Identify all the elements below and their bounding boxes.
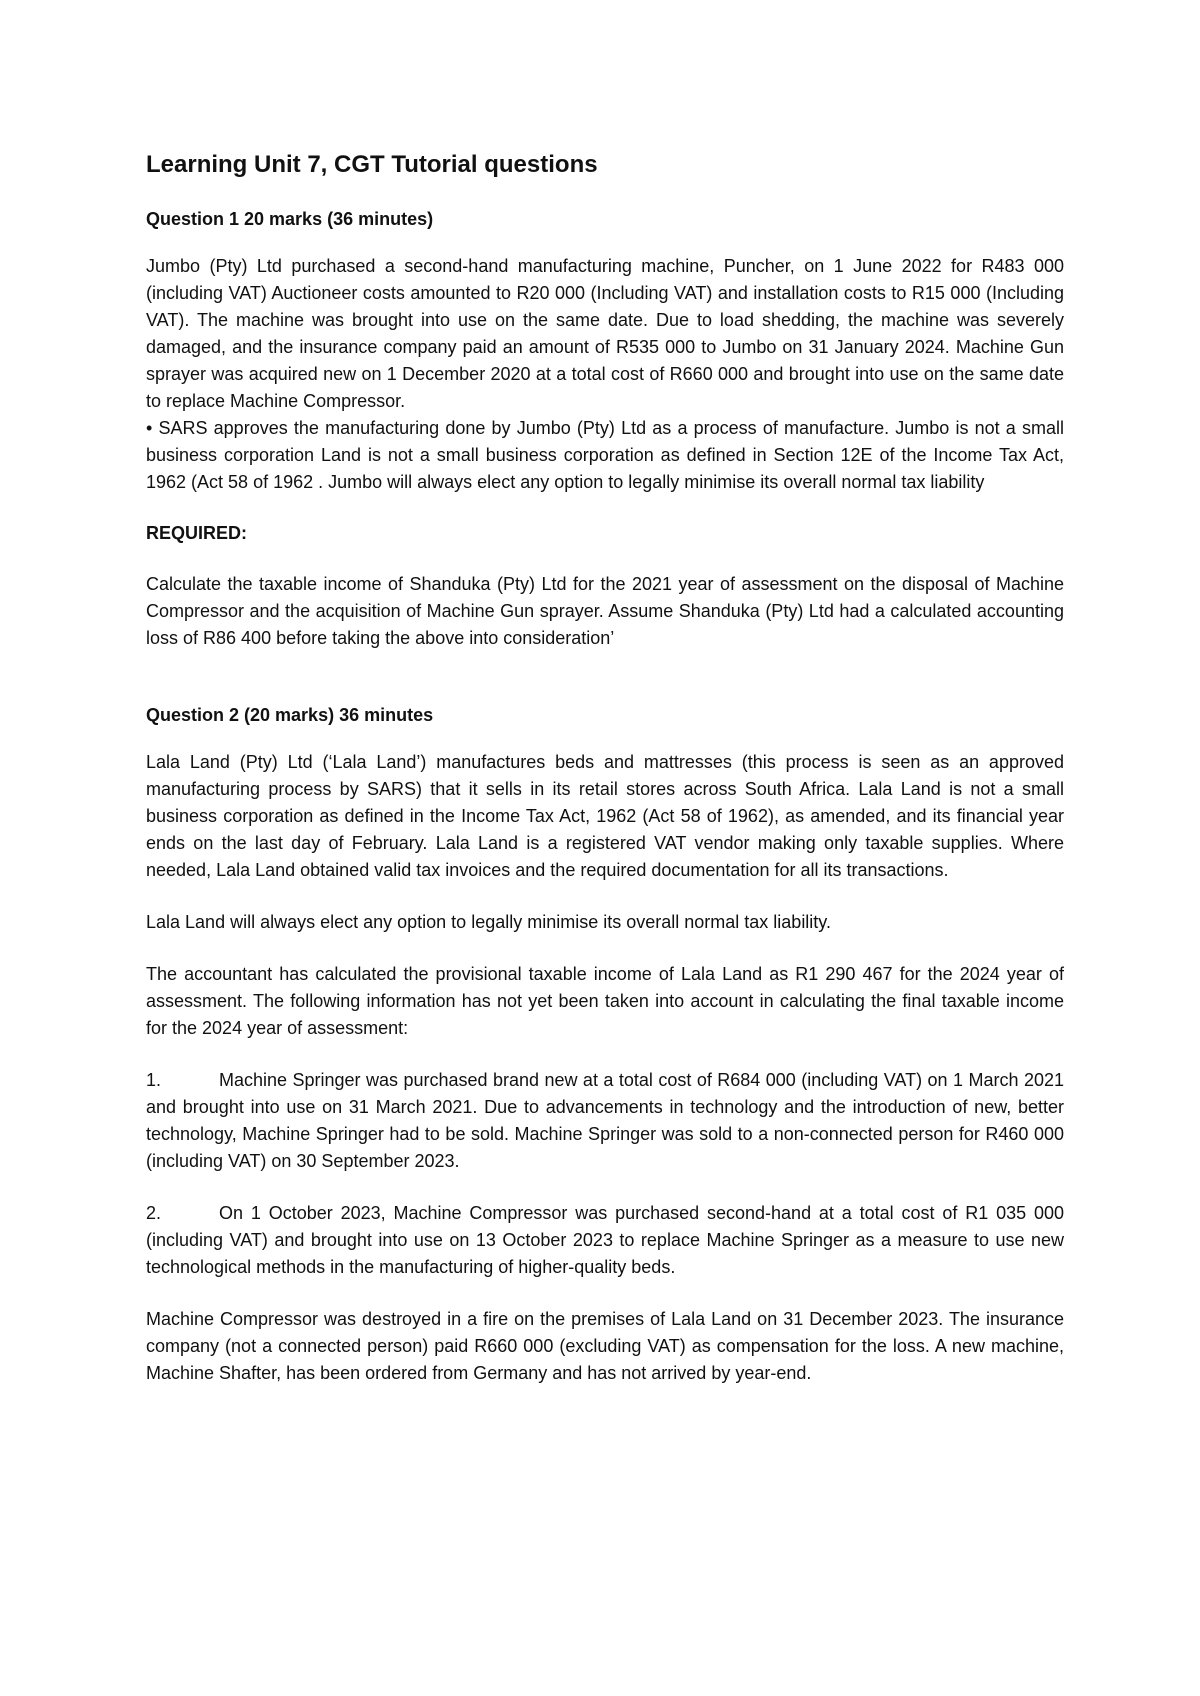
question-2-heading: Question 2 (20 marks) 36 minutes [146,705,434,725]
question-2-paragraph-3: The accountant has calculated the provisional taxable income of Lala Land as R1 290 467 for the 2024 year of assessment. The following information has not yet been taken into account in calculating the final taxable income for the 2024 year of assessment: [146,964,1064,1038]
numbered-item-1-text: Machine Springer was purchased brand new at a total cost of R684 000 (including VAT) on 1 March 2021 and brought into use on 31 March 2021. Due to advancements in technology and the introduction of new, better technology, Machine Springer had to be sold. Machine Springer was sold to a non-connected person for R460 000 (including VAT) on 30 September 2023. [146,1070,1064,1171]
question-2-paragraph-2: Lala Land will always elect any option to legally minimise its overall normal tax liability. [146,912,831,932]
numbered-item-2-text: On 1 October 2023, Machine Compressor was purchased second-hand at a total cost of R1 035 000 (including VAT) and brought into use on 13 October 2023 to replace Machine Springer as a measure to use new technological methods in the manufacturing of higher-quality beds. [146,1203,1064,1277]
question-1-heading: Question 1 20 marks (36 minutes) [146,209,434,229]
numbered-item-2-number: 2. [146,1203,162,1223]
question-1-paragraph-2: • SARS approves the manufacturing done by Jumbo (Pty) Ltd as a process of manufacture. Jumbo is not a small business corporation Land is not a small business corporation as defined in Section 12E of the Income Tax Act, 1962 (Act 58 of 1962 . Jumbo will always elect any option to legally minimise its overall normal tax liability [146,418,1064,492]
document-page [146,150,1064,1387]
question-2-paragraph-4: Machine Compressor was destroyed in a fire on the premises of Lala Land on 31 December 2023. The insurance company (not a connected person) paid R660 000 (excluding VAT) as compensation for the loss. A new machine, Machine Shafter, has been ordered from Germany and has not arrived by year-end. [146,1309,1064,1383]
required-label: REQUIRED: [146,523,248,543]
question-2-paragraph-1: Lala Land (Pty) Ltd (‘Lala Land’) manufactures beds and mattresses (this process is seen as an approved manufacturing process by SARS) that it sells in its retail stores across South Africa. Lala Land is not a small business corporation as defined in the Income Tax Act, 1962 (Act 58 of 1962), as amended, and its financial year ends on the last day of February. Lala Land is a registered VAT vendor making only taxable supplies. Where needed, Lala Land obtained valid tax invoices and the required documentation for all its transactions. [146,752,1064,880]
question-2-section [146,702,1064,1387]
numbered-item-2 [146,1200,1064,1281]
numbered-item-1-number: 1. [146,1070,162,1090]
numbered-item-1 [146,1067,1064,1175]
document-title: Learning Unit 7, CGT Tutorial questions [146,151,598,178]
question-1-paragraph-1: Jumbo (Pty) Ltd purchased a second-hand manufacturing machine, Puncher, on 1 June 2022 for R483 000 (including VAT) Auctioneer costs amounted to R20 000 (Including VAT) and installation costs to R15 000 (Including VAT). The machine was brought into use on the same date. Due to load shedding, the machine was severely damaged, and the insurance company paid an amount of R535 000 to Jumbo on 31 January 2024. Machine Gun sprayer was acquired new on 1 December 2020 at a total cost of R660 000 and brought into use on the same date to replace Machine Compressor. [146,256,1064,411]
question-1-section [146,206,1064,652]
required-text: Calculate the taxable income of Shanduka (Pty) Ltd for the 2021 year of assessment on the disposal of Machine Compressor and the acquisition of Machine Gun sprayer. Assume Shanduka (Pty) Ltd had a calculated accounting loss of R86 400 before taking the above into consideration’ [146,574,1064,648]
